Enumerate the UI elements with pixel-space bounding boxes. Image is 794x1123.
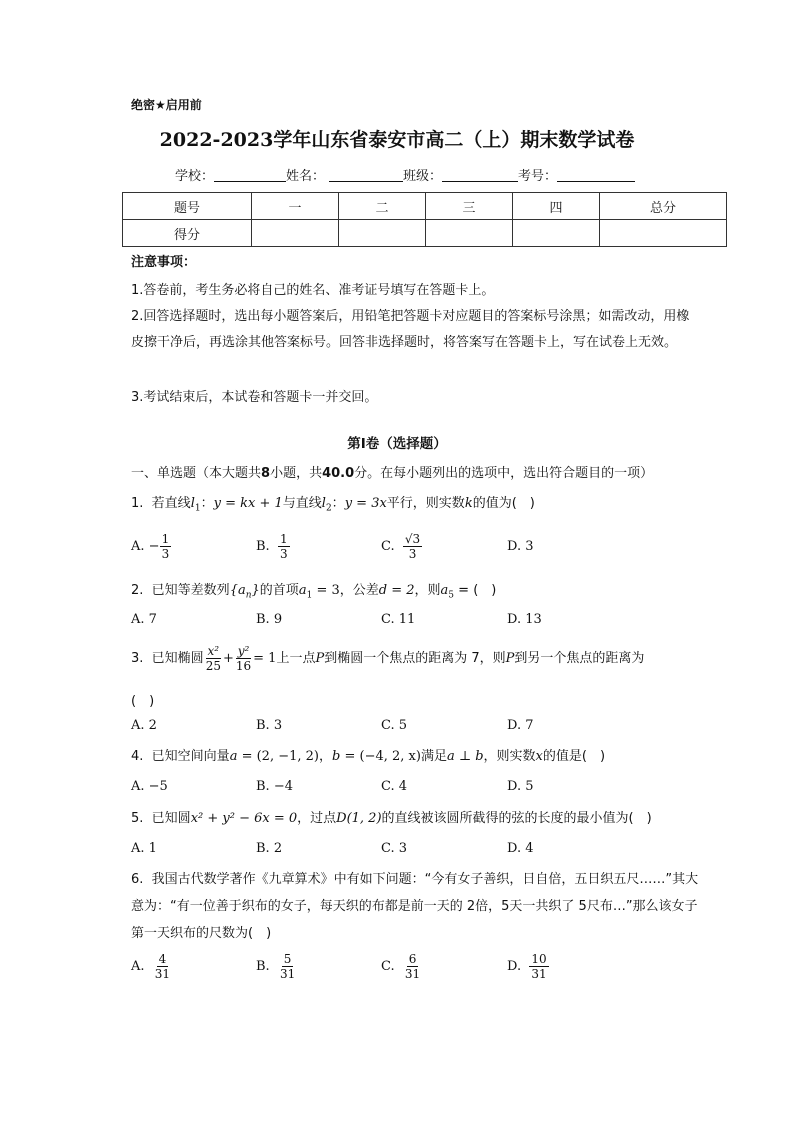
denominator: 3 [279,547,288,561]
option-c[interactable]: C. 3 [381,841,408,856]
id-label: 考号： [518,169,558,184]
question-text: 满足 [420,749,447,764]
fraction [153,952,172,981]
numerator: 10 [531,952,547,966]
question-text: 平行，则实数 [386,496,465,511]
math-sub: 1 [194,503,201,514]
option-d[interactable]: D. 13 [507,612,542,627]
option-b[interactable]: B. 2 [256,841,283,856]
student-info-line [175,165,635,184]
option-a[interactable]: A. 7 [131,612,157,627]
denominator: 3 [161,547,170,561]
section-text: 一、单选题（本大题共 [131,466,262,481]
question-5 [131,805,706,832]
option-c[interactable] [381,952,422,981]
question-text: ，则 [414,583,441,598]
option-label: A. [131,959,145,974]
numerator: 6 [408,952,417,966]
option-a[interactable]: A. −5 [131,779,168,794]
question-text: 的值为( ) [472,496,535,511]
score-blank-cell[interactable] [600,220,727,247]
school-blank[interactable] [214,167,286,182]
question-number: 3. [131,651,144,666]
class-label: 班级： [403,169,443,184]
denominator: 16 [235,659,252,673]
question-number: 1. [131,496,144,511]
question-text: = ( ) [454,583,497,598]
question-text: ，过点 [297,811,337,826]
denominator: 31 [404,967,421,981]
question-number: 2. [131,583,144,598]
vector-var: a [229,749,238,764]
option-a[interactable] [131,532,171,561]
fraction [234,644,253,673]
score-cell: 题号 [123,193,252,220]
question-text: 已知圆 [151,811,191,826]
numerator: x² [207,644,220,658]
math-sign: + [222,651,234,666]
notice-item: 3.考试结束后，本试卷和答题卡一并交回。 [131,390,378,405]
option-c[interactable]: C. 11 [381,612,416,627]
question-text: 与直线 [282,496,322,511]
option-d[interactable]: D. 4 [507,841,534,856]
name-blank[interactable] [329,167,403,182]
math-expr: = (2, −1, 2) [237,749,319,764]
question-text: ： [200,496,214,511]
math-sub: 1 [306,590,313,601]
math-var: l [190,496,195,511]
denominator: 31 [154,967,171,981]
question-text: 若直线 [151,496,191,511]
denominator: 25 [205,659,221,673]
notice-heading: 注意事项： [131,255,197,270]
question-number: 6. [131,872,144,887]
fraction [278,952,297,981]
fraction [529,952,548,981]
option-c[interactable]: C. 4 [381,779,408,794]
option-a[interactable] [131,952,172,981]
section-heading [131,462,653,481]
score-table-score-row [123,220,727,247]
option-d[interactable] [507,952,549,981]
score-cell: 得分 [123,220,252,247]
math-expr: x² + y² − 6x = 0 [190,811,298,826]
question-1 [131,490,706,523]
fraction [403,532,422,561]
math-var: l [321,496,326,511]
numerator: 1 [279,532,288,546]
math-expr: y = kx + 1 [213,496,283,511]
math-var: P [315,651,325,666]
math-sub: 5 [448,590,455,601]
option-b[interactable] [256,532,290,561]
option-b[interactable]: B. −4 [256,779,293,794]
vector-var: b [332,749,341,764]
score-cell: 总分 [600,193,727,220]
option-label: D. [507,959,522,974]
denominator: 31 [531,967,547,981]
math-sign: − [148,539,160,554]
option-c[interactable] [381,532,422,561]
denominator: 31 [279,967,296,981]
question-text: 的值是( ) [542,749,606,764]
option-a[interactable]: A. 2 [131,718,157,733]
section-count: 8 [261,466,271,481]
question-text: ， [319,749,333,764]
numerator: 1 [161,532,170,546]
option-b[interactable]: B. 3 [256,718,283,733]
option-label: B. [256,539,270,554]
question-text: 已知椭圆 [151,651,204,666]
notice-item: 1.答卷前，考生务必将自己的姓名、准考证号填写在答题卡上。 [131,283,495,298]
numerator: y² [237,644,250,658]
option-d[interactable]: D. 5 [507,779,534,794]
question-3 [131,640,706,678]
score-cell: 三 [426,193,513,220]
score-blank-cell[interactable] [426,220,513,247]
class-blank[interactable] [442,167,518,182]
option-label: A. [131,539,145,554]
section-text: 分。在每小题列出的选项中，选出符合题目的一项） [354,466,654,481]
question-text: 已知等差数列 [151,583,230,598]
volume-title: 第I卷（选择题） [347,436,447,452]
math-expr: = (−4, 2, x) [340,749,421,764]
question-3-paren: ( ) [131,694,155,709]
denominator: 3 [408,547,417,561]
math-expr: = 1 [253,651,277,666]
score-cell: 四 [513,193,600,220]
question-text: 到椭圆一个焦点的距离为 7，则 [324,651,506,666]
math-expr: = 3 [312,583,340,598]
notice-item: 2.回答选择题时，选出每小题答案后，用铅笔把答题卡对应题目的答案标号涂黑；如需改动，用橡皮擦干净后，再选涂其他答案标号。回答非选择题时，将答案写在答题卡上，写在试卷上无效。 [131,309,690,350]
question-text: ，则实数 [483,749,536,764]
fraction [160,532,172,561]
question-text: ： [331,496,345,511]
fraction [278,532,290,561]
question-text: 我国古代数学著作《九章算术》中有如下问题：“今有女子善织，日自倍，五日织五尺……”其大意为：“有一位善于织布的女子，每天织的布都是前一天的 2倍，5天一共织了 5尺布…”那么该女子第一天织布的尺数为( ) [131,872,699,941]
math-var: P [505,651,515,666]
option-a[interactable]: A. 1 [131,841,157,856]
option-b[interactable] [256,952,297,981]
confidential-mark: 绝密★启用前 [131,98,202,112]
question-4 [131,743,706,770]
id-blank[interactable] [557,167,635,182]
option-label: C. [381,959,395,974]
question-text: 到另一个焦点的距离为 [514,651,645,666]
option-d[interactable]: D. 7 [507,718,534,733]
math-expr: a ⊥ b [446,749,484,764]
question-number: 4. [131,749,144,764]
name-label: 姓名： [286,169,326,184]
question-2 [131,577,706,610]
question-number: 5. [131,811,144,826]
math-sub: n [245,590,252,601]
score-cell: 一 [252,193,339,220]
page-title: 2022-2023学年山东省泰安市高二（上）期末数学试卷 [159,129,635,151]
question-text: ，公差 [339,583,379,598]
option-d[interactable]: D. 3 [507,539,534,554]
math-var: k [464,496,473,511]
section-points: 40.0 [322,466,355,481]
option-label: B. [256,959,270,974]
math-var: a [440,583,449,598]
question-text: 的首项 [259,583,299,598]
score-blank-cell[interactable] [339,220,426,247]
math-var: a [298,583,307,598]
question-text: 的直线被该圆所截得的弦的长度的最小值为( ) [381,811,652,826]
school-label: 学校： [175,169,215,184]
math-expr: {a [229,583,246,598]
question-text: 上一点 [276,651,316,666]
question-6 [131,866,706,947]
fraction [204,644,223,673]
option-label: C. [381,539,395,554]
numerator: 5 [283,952,292,966]
fraction [403,952,422,981]
score-blank-cell[interactable] [252,220,339,247]
score-cell: 二 [339,193,426,220]
math-expr: y = 3x [344,496,387,511]
numerator: √3 [404,532,421,546]
section-text: 小题，共 [270,466,323,481]
math-var: x [535,749,543,764]
math-expr: d = 2 [378,583,415,598]
score-table-header-row [123,193,727,220]
option-c[interactable]: C. 5 [381,718,408,733]
score-table [122,192,727,247]
numerator: 4 [158,952,167,966]
math-sub: 2 [325,503,332,514]
math-expr: } [251,583,260,598]
math-expr: D(1, 2) [336,811,382,826]
score-blank-cell[interactable] [513,220,600,247]
question-text: 已知空间向量 [151,749,230,764]
option-b[interactable]: B. 9 [256,612,283,627]
